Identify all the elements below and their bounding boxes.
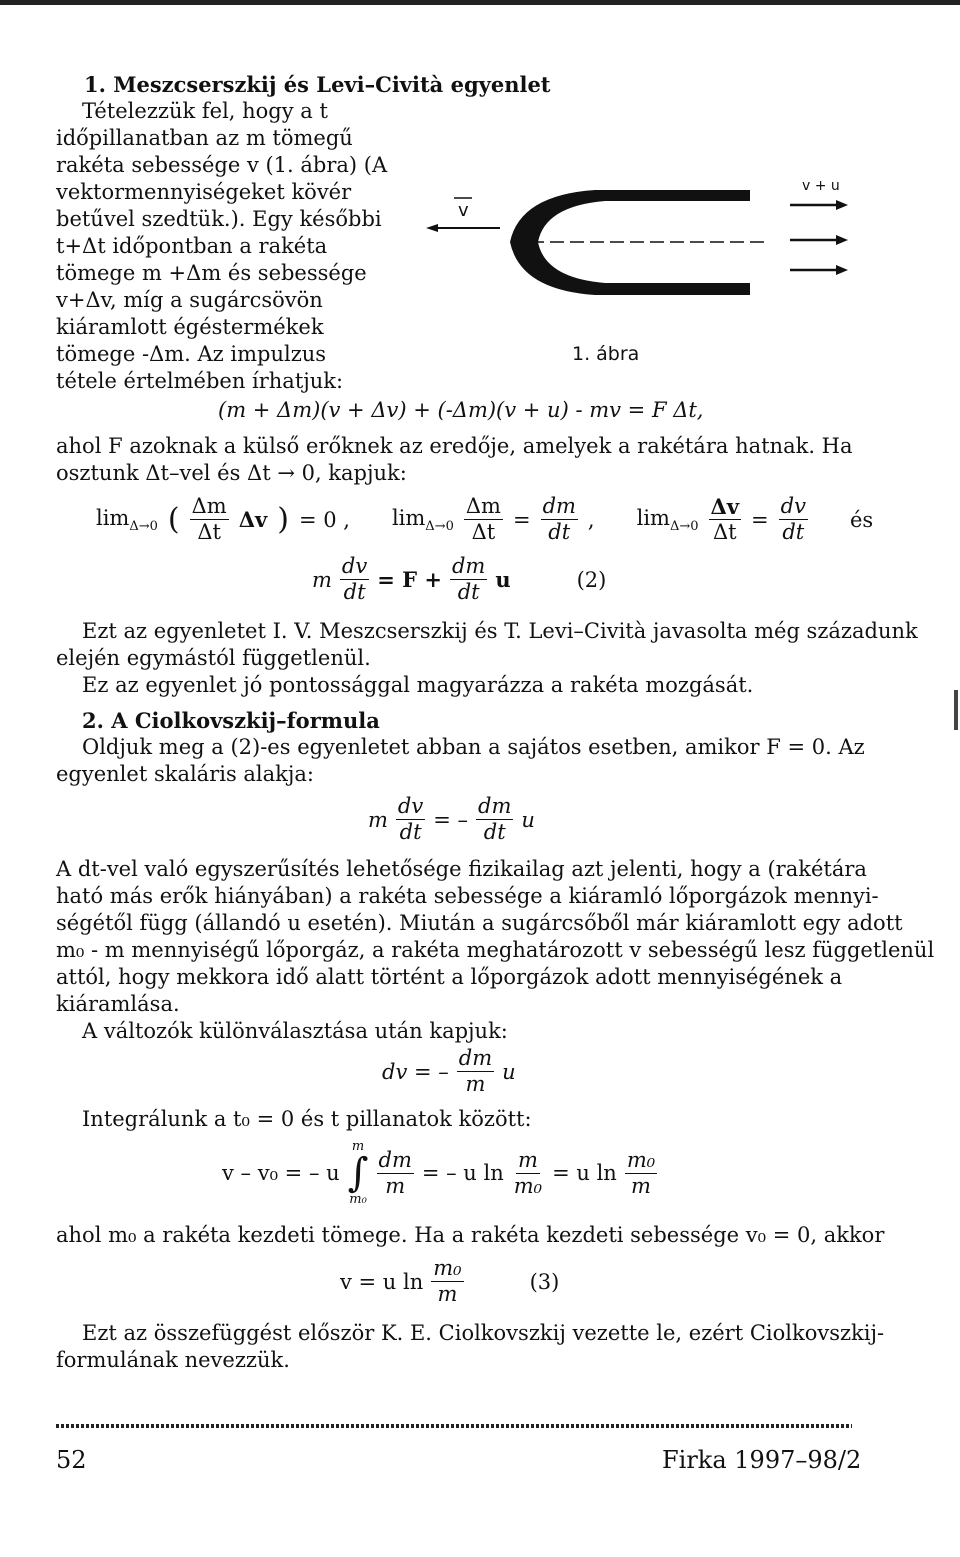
eq2-frac1: $\frac{dv}{dt}$: [341, 554, 368, 604]
figure-caption: 1. ábra: [572, 343, 640, 365]
intro-line: v+Δv, míg a sugárcsövön: [56, 288, 323, 312]
sep-lhs: dv = –: [382, 1059, 449, 1084]
text-line: A változók különválasztása után kapjuk:: [82, 1019, 508, 1043]
lim-1: $\lim_{\Delta\to 0}$: [96, 505, 158, 534]
top-rule: [0, 0, 960, 5]
eq2-tag: (2): [576, 567, 607, 592]
lim-3-frac: $\frac{\Delta v}{\Delta t}$: [710, 494, 740, 544]
section1-heading: 1. Meszcserszkij és Levi–Cività egyenlet: [84, 72, 551, 97]
lim-1-expr: (: [167, 502, 180, 537]
intro-line: időpillanatban az m tömegű: [56, 126, 353, 150]
text-line: elején egymástól függetlenül.: [56, 646, 371, 670]
text-line: Ez az egyenlet jó pontossággal magyarázza a rakéta mozgását.: [82, 673, 754, 697]
equals: =: [512, 507, 531, 532]
text-line: Ezt az egyenletet I. V. Meszcserszkij és T. Levi–Cività javasolta még századunk: [82, 619, 918, 643]
and-word: és: [849, 507, 874, 532]
int-frac2: $\frac{m}{\text{m₀}}$: [513, 1147, 543, 1198]
lim-3: $\lim_{\Delta\to 0}$: [636, 505, 699, 534]
sep-u: u: [502, 1059, 516, 1084]
exhaust-arrows: [790, 200, 848, 275]
text-line: formulának nevezzük.: [56, 1348, 290, 1372]
separation-equation: [382, 1048, 516, 1095]
scalar-u: u: [521, 807, 535, 832]
scalar-m: m: [368, 807, 388, 832]
label-v: v: [458, 200, 469, 221]
scalar-frac2: $\frac{dm}{dt}$: [478, 794, 512, 844]
text-line: ahol F azoknak a külső erőknek az eredője, amelyek a rakétára hatnak. Ha: [56, 434, 853, 458]
intro-line: betűvel szedtük.). Egy későbbi: [56, 207, 382, 231]
lim-1-close: ): [277, 502, 289, 537]
margin-mark: [954, 690, 958, 730]
equals: =: [751, 507, 769, 532]
equation-2: [312, 556, 606, 603]
eq2-eq: = F +: [377, 567, 442, 592]
section2-final: [56, 1320, 884, 1374]
scalar-eq: = –: [433, 807, 469, 832]
section1-intro: [56, 98, 396, 395]
footer-rule: [56, 1424, 852, 1428]
text-line: Ezt az összefüggést először K. E. Ciolkovszkij vezette le, ezért Ciolkovszkij-: [82, 1321, 885, 1345]
int-frac3: $\frac{\text{m₀}}{m}$: [626, 1147, 656, 1198]
lim-1-result: = 0 ,: [298, 507, 350, 532]
text-line: ható más erők hiányában) a rakéta sebessége a kiáramló lőporgázok mennyi-: [56, 884, 879, 908]
eq2-frac2: $\frac{dm}{dt}$: [451, 554, 486, 604]
journal-name: Firka 1997–98/2: [662, 1446, 862, 1474]
intro-line: kiáramlott égéstermékek: [56, 315, 324, 339]
integral-equation: [222, 1140, 657, 1206]
equation-1: (m + Δm)(v + Δv) + (-Δm)(v + u) - mv = F Δt,: [218, 398, 704, 422]
scalar-equation: [368, 796, 535, 843]
lim-2: $\lim_{\Delta\to 0}$: [391, 505, 454, 534]
section1-closing: [56, 618, 918, 699]
intro-line: tömege m +Δm és sebessége: [56, 261, 367, 285]
intro-line: rakéta sebessége v (1. ábra) (A: [56, 153, 388, 177]
lim-2-result: $\frac{dm}{dt}$: [542, 494, 576, 544]
text-line: kiáramlása.: [56, 992, 180, 1016]
eq3-frac: $\frac{\text{m₀}}{m}$: [433, 1256, 462, 1306]
equation-3: [340, 1258, 559, 1305]
integrate-line: Integrálunk a t₀ = 0 és t pillanatok között:: [82, 1107, 532, 1131]
section2-intro: [56, 734, 865, 788]
section1-after-eq1: [56, 433, 853, 487]
text-line: attól, hogy mekkora idő alatt történt a lőporgázok adott mennyiségének a: [56, 965, 843, 989]
scalar-frac1: $\frac{dv}{dt}$: [397, 794, 424, 844]
lim-3-result: $\frac{dv}{dt}$: [780, 494, 806, 544]
lim-2-frac: $\frac{\Delta m}{\Delta t}$: [465, 494, 501, 544]
int-lhs: v – v₀ = – u: [222, 1161, 340, 1185]
text-line: Oldjuk meg a (2)-es egyenletet abban a sajátos esetben, amikor F = 0. Az: [82, 735, 865, 759]
text-line: osztunk Δt–vel és Δt → 0, kapjuk:: [56, 461, 407, 485]
text-line: m₀ - m mennyiségű lőporgáz, a rakéta meghatározott v sebességű lesz függetlenül: [56, 938, 935, 962]
text-line: egyenlet skaláris alakja:: [56, 762, 314, 786]
eq2-m: m: [312, 567, 332, 592]
text-line: ségétől függ (állandó u esetén). Miután a sugárcsőből már kiáramlott egy adott: [56, 911, 903, 935]
int-frac1: $\frac{dm}{m}$: [378, 1147, 412, 1198]
label-v-plus-u: v + u: [802, 178, 840, 194]
sep-frac: $\frac{dm}{m}$: [458, 1046, 493, 1096]
text-line: A dt-vel való egyszerűsítés lehetősége fizikailag azt jelenti, hogy a (rakétára: [56, 857, 867, 881]
limits-row: [96, 496, 873, 543]
intro-line: t+Δt időpontban a rakéta: [56, 234, 328, 258]
int-mid2: = u ln: [552, 1161, 617, 1185]
where-line: ahol m₀ a rakéta kezdeti tömege. Ha a rakéta kezdeti sebessége v₀ = 0, akkor: [56, 1223, 885, 1247]
eq3-tag: (3): [529, 1269, 560, 1294]
eq3-lhs: v = u ln: [340, 1269, 424, 1294]
eq2-u: u: [495, 567, 511, 592]
figure-rocket: [420, 150, 860, 380]
section2-paragraph: [56, 856, 934, 1045]
intro-line: tömege -Δm. Az impulzus: [56, 342, 327, 366]
section2-heading: 2. A Ciolkovszkij–formula: [82, 708, 380, 733]
page-number: 52: [56, 1446, 87, 1474]
integral-sign: m ∫ m₀: [347, 1139, 369, 1207]
intro-line: tétele értelmében írhatjuk:: [56, 369, 344, 393]
velocity-arrow: [426, 224, 500, 232]
comma: ,: [587, 507, 595, 532]
intro-line: Tételezzük fel, hogy a t: [82, 99, 328, 123]
lim-1-frac: $\frac{\Delta m}{\Delta t}$: [191, 494, 227, 544]
intro-line: vektormennyiségeket kövér: [56, 180, 352, 204]
lim-1-dv: Δv: [238, 507, 268, 532]
int-mid: = – u ln: [421, 1161, 504, 1185]
